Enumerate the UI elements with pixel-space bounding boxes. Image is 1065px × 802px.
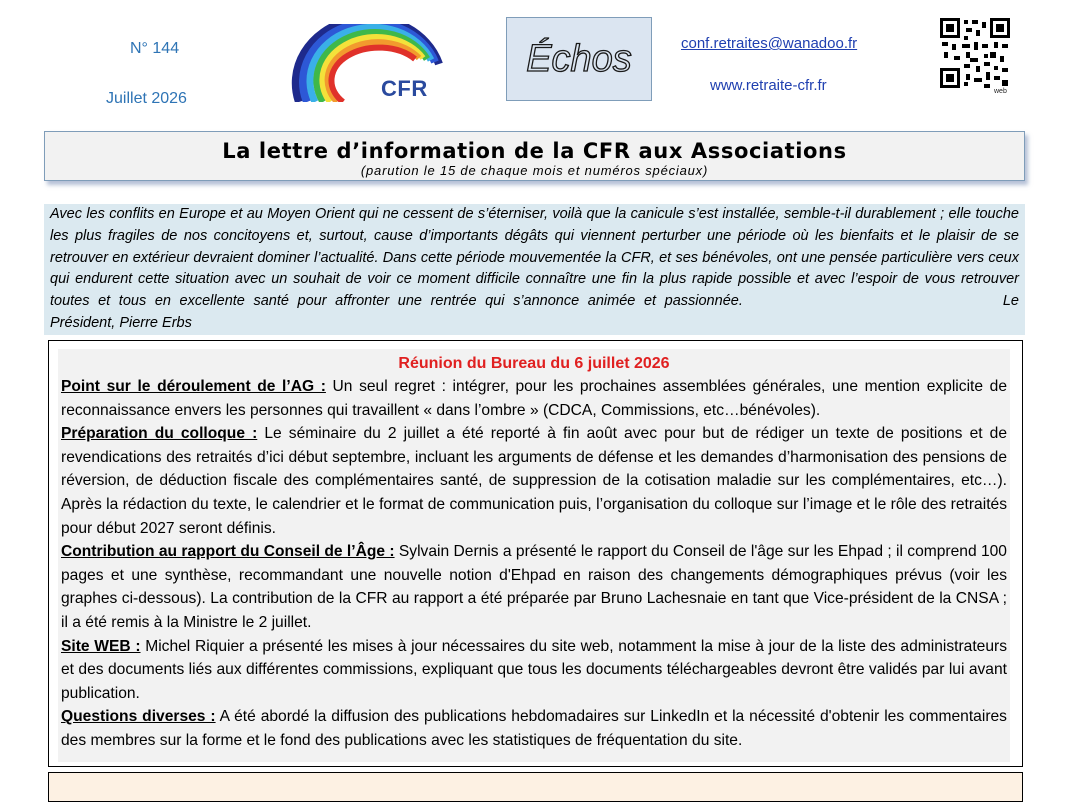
qr-label: web (994, 88, 1007, 95)
banner-title: La lettre d’information de la CFR aux Associations (222, 139, 847, 163)
next-section-box (48, 772, 1023, 802)
meeting-content (58, 349, 1010, 762)
email-link[interactable]: conf.retraites@wanadoo.fr (681, 35, 858, 52)
editorial-paragraph (50, 204, 1019, 335)
meeting-item (61, 635, 1007, 706)
item-heading: Questions diverses : (61, 708, 216, 726)
meeting-item (61, 375, 1007, 422)
meeting-item (61, 540, 1007, 634)
item-heading: Contribution au rapport du Conseil de l’Âge : (61, 543, 395, 561)
issue-date: Juillet 2026 (106, 90, 187, 107)
item-heading: Préparation du colloque : (61, 425, 258, 443)
item-heading: Site WEB : (61, 637, 141, 655)
meeting-section (48, 340, 1023, 767)
newsletter-banner (44, 131, 1025, 181)
issue-number: N° 144 (130, 40, 180, 57)
editorial-box (44, 204, 1025, 335)
section-title: Réunion du Bureau du 6 juillet 2026 (398, 355, 670, 372)
website-link[interactable]: www.retraite-cfr.fr (710, 77, 827, 94)
item-text: Le séminaire du 2 juillet a été reporté à fin août avec pour but de rédiger un texte de positions et de revendications des retraités d’ici début septembre, incluant les arguments de défense et les demandes d’harmonisation des pensions de réversion, de déduction fiscale des complémentaires santé, de suppression de la cotisation maladie sur les complémentaires, etc…). Après la rédaction du texte, le calendrier et le format de communication puis, l’organisation du colloque sur l’image et le rôle des retraités pour début 2027 seront définis. (61, 425, 1007, 537)
qr-code-icon[interactable] (940, 18, 1010, 88)
logo-text: CFR (381, 76, 428, 101)
item-text: Michel Riquier a présenté les mises à jour nécessaires du site web, notamment la mise à jour de la liste des administrateurs et des documents liés aux différentes commissions, expliquant que tous les documents téléchargeables devront être validés par lui avant publication. (61, 637, 1007, 702)
meeting-item (61, 422, 1007, 540)
editorial-signature: Le Président, Pierre Erbs (50, 293, 1019, 331)
meeting-item (61, 705, 1007, 752)
echos-title-box (506, 17, 652, 101)
item-text: Sylvain Dernis a présenté le rapport du Conseil de l'âge sur les Ehpad ; il comprend 100 pages et une synthèse, recommandant une nouvelle notion d'Ehpad en raison des changements démographiques prévus (voir les graphes ci-dessous). La contribution de la CFR au rapport a été préparée par Bruno Lachesnaie en tant que Vice-président de la CNSA ; il a été remis à la Ministre le 2 juillet. (61, 543, 1007, 631)
item-heading: Point sur le déroulement de l’AG : (61, 378, 326, 395)
newsletter-title: Échos (526, 37, 632, 80)
item-text: A été abordé la diffusion des publications hebdomadaires sur LinkedIn et la nécessité d'obtenir les commentaires des membres sur la forme et le fond des publications avec les statistiques de fréquentation du site. (61, 708, 1007, 749)
cfr-logo (287, 24, 452, 102)
banner-subtitle: (parution le 15 de chaque mois et numéros spéciaux) (360, 163, 709, 178)
editorial-text: Avec les conflits en Europe et au Moyen Orient qui ne cessent de s’éterniser, voilà que la canicule s’est installée, semble-t-il durablement ; elle touche les plus fragiles de nos concitoyens et, surtout, cause d’importants dégâts qui viennent perturber une période où les bienfaits et le plaisir de se retrouver en extérieur devraient dominer l’actualité. Dans cette période mouvementée la CFR, et ses bénévoles, ont une pensée particulière vers ceux qui endurent cette situation avec un souhait de voir ce moment difficile connaître une fin la plus rapide possible et avec l’espoir de vous retrouver toutes et tous en excellente santé pour affronter une rentrée qui s’annonce animée et passionnée. (50, 206, 1019, 310)
item-text: Un seul regret : intégrer, pour les prochaines assemblées générales, une mention explicite de reconnaissance envers les personnes qui travaillent « dans l’ombre » (CDCA, Commissions, etc…bénévoles). (61, 378, 1007, 419)
